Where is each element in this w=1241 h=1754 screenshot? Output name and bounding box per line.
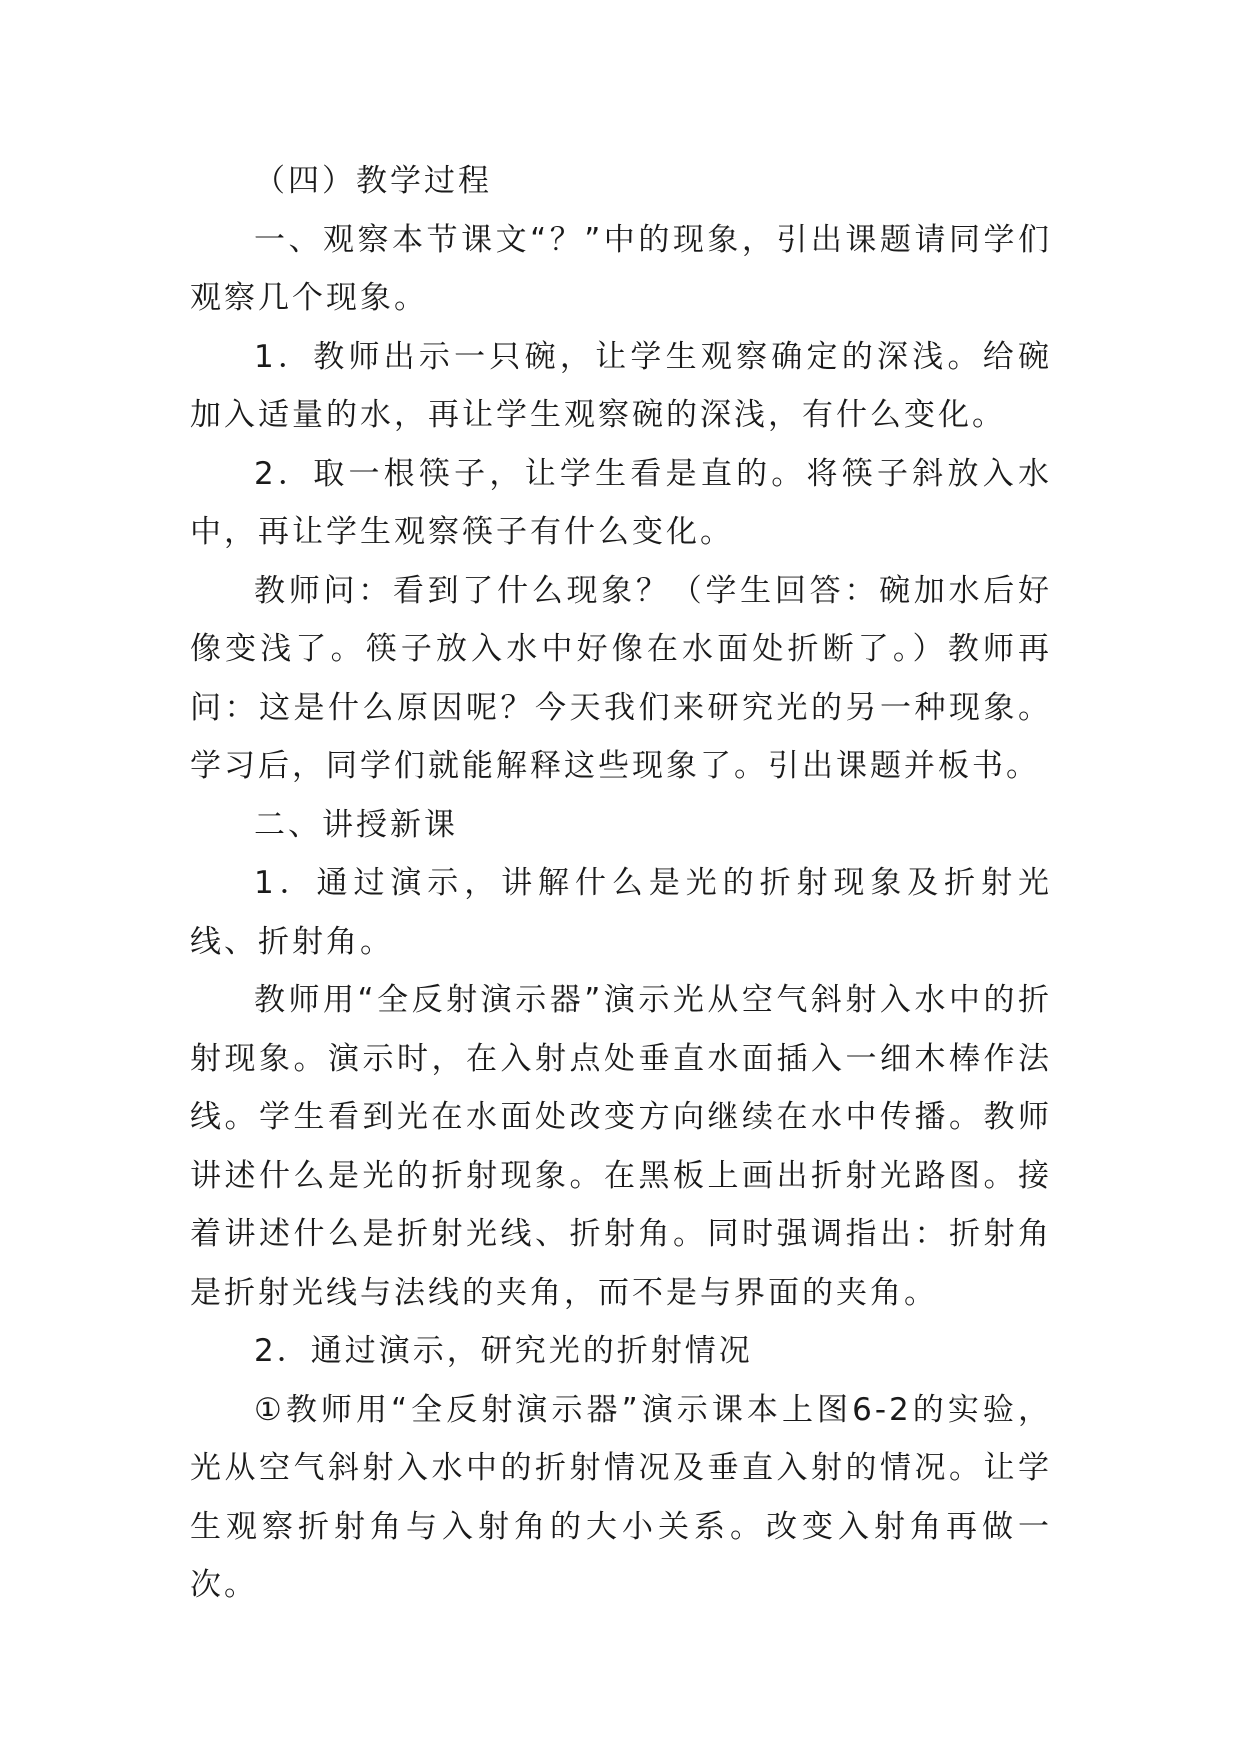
paragraph-demo-description: 教师用“全反射演示器”演示光从空气斜射入水中的折射现象。演示时，在入射点处垂直水面插入一细木棒作法线。学生看到光在水面处改变方向继续在水中传播。教师讲述什么是光的折射现象。在黑板上画出折射光路图。接着讲述什么是折射光线、折射角。同时强调指出：折射角是折射光线与法线的夹角，而不是与界面的夹角。	[190, 982, 1052, 1311]
section-heading-teaching-process: （四）教学过程	[254, 163, 492, 199]
paragraph-observe-phenomena: 一、观察本节课文“？”中的现象，引出课题请同学们观察几个现象。	[190, 221, 1052, 316]
paragraph-step-bowl: 1．教师出示一只碗，让学生观察确定的深浅。给碗加入适量的水，再让学生观察碗的深浅，有什么变化。	[190, 338, 1052, 433]
paragraph-demo-refraction: 1．通过演示，讲解什么是光的折射现象及折射光线、折射角。	[190, 865, 1052, 960]
paragraph-teacher-question: 教师问：看到了什么现象？（学生回答：碗加水后好像变浅了。筷子放入水中好像在水面处折断了。）教师再问：这是什么原因呢？今天我们来研究光的另一种现象。学习后，同学们就能解释这些现象了。引出课题并板书。	[190, 572, 1052, 784]
paragraph-step-chopsticks: 2．取一根筷子，让学生看是直的。将筷子斜放入水中，再让学生观察筷子有什么变化。	[190, 455, 1052, 550]
paragraph-study-refraction: 2．通过演示，研究光的折射情况	[254, 1333, 753, 1369]
document-page	[190, 152, 1052, 1615]
section-heading-new-lesson: 二、讲授新课	[254, 806, 458, 843]
paragraph-experiment-6-2: ①教师用“全反射演示器”演示课本上图6-2的实验，光从空气斜射入水中的折射情况及垂直入射的情况。让学生观察折射角与入射角的大小关系。改变入射角再做一次。	[190, 1391, 1052, 1603]
